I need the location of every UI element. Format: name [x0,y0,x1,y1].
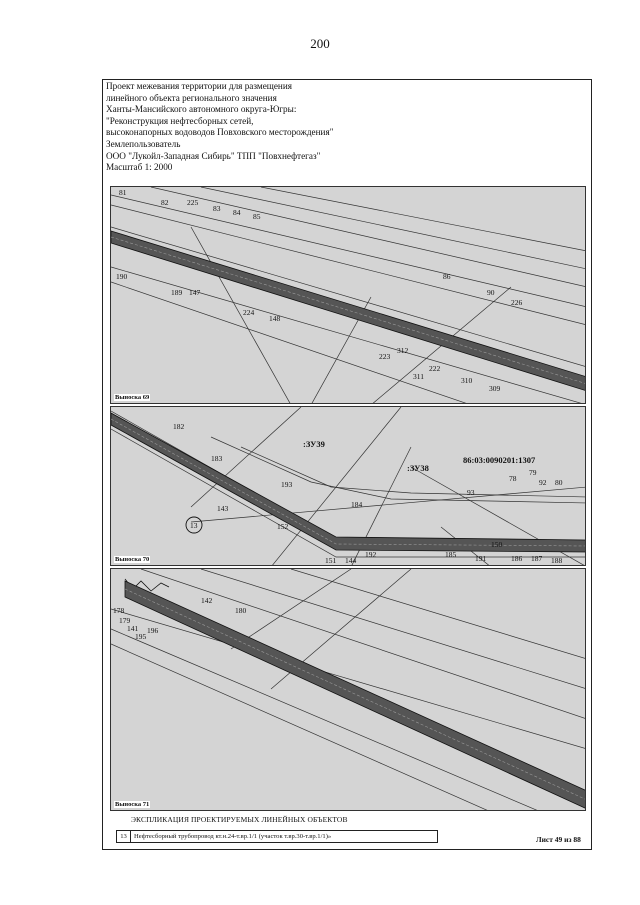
point-label: 86 [443,272,451,281]
point-label: 223 [379,352,391,361]
parcel-label: :ЗУ38 [407,463,429,473]
point-label: 179 [119,616,131,625]
map-panel-70 [110,406,586,566]
point-label: 180 [235,606,247,615]
explication-row [116,830,438,843]
land-user-name: ООО "Лукойл-Западная Сибирь" ТПП "Повхнефтегаз" [106,150,321,161]
object-description: Нефтесборный трубопровод кт.н.24-т.вр.1/1 (участок т.вр.30-т.вр.1/1)» [134,833,332,840]
callout-label: Выноска 69 [115,394,150,401]
point-label: 85 [253,212,261,221]
map-drawing-69 [111,187,586,404]
point-label: 150 [491,540,503,549]
point-label: 224 [243,308,255,317]
point-label: 79 [529,468,537,477]
point-label: 147 [189,288,201,297]
point-label: 222 [429,364,441,373]
point-label: 193 [281,480,293,489]
title-line: Ханты-Мансийского автономного округа-Югры: [106,104,297,115]
point-label: 81 [119,188,127,197]
point-label: 83 [213,204,221,213]
page-number: 200 [310,36,330,51]
point-label: 151 [325,556,337,565]
point-label: 184 [351,500,363,509]
point-label: 144 [345,556,357,565]
point-label: 191 [475,554,487,563]
point-label: 82 [161,198,169,207]
map-panel-71 [110,568,586,811]
point-label: 142 [201,596,213,605]
point-label: 189 [171,288,183,297]
title-line: линейного объекта регионального значения [106,92,277,103]
point-label: 311 [413,372,424,381]
point-label: 84 [233,208,241,217]
land-user-label: Землепользователь [106,138,181,149]
explication-title: ЭКСПЛИКАЦИЯ ПРОЕКТИРУЕМЫХ ЛИНЕЙНЫХ ОБЪЕКТОВ [131,815,348,824]
point-label: 225 [187,198,199,207]
point-label: 187 [531,554,543,563]
point-label: 148 [269,314,281,323]
point-label: 141 [127,624,139,633]
object-number: 13 [117,831,131,842]
point-label: 183 [211,454,223,463]
point-label: 90 [487,288,495,297]
point-label: 92 [539,478,547,487]
cadastral-number: 86:03:0090201:1307 [463,455,536,465]
point-label: 190 [116,272,128,281]
point-label: 312 [397,346,409,355]
point-label: 309 [489,384,501,393]
title-block [106,81,526,174]
callout-label: Выноска 71 [115,801,150,808]
point-label: 185 [445,550,457,559]
point-label: 195 [135,632,147,641]
point-label: 80 [555,478,563,487]
point-label: 152 [277,522,289,531]
scale-label: Масштаб 1: 2000 [106,162,173,173]
title-line: высоконапорных водоводов Повховского месторождения" [106,127,334,138]
point-label: 178 [113,606,125,615]
point-label: 186 [511,554,523,563]
point-label: 93 [467,488,475,497]
map-panel-69 [110,186,586,404]
point-label: 78 [509,474,517,483]
callout-label: Выноска 70 [115,556,150,563]
sheet-number: Лист 49 из 88 [536,835,581,844]
point-label: 226 [511,298,523,307]
map-drawing-71 [111,569,586,811]
title-line: Проект межевания территории для размещения [106,81,292,91]
parcel-label: :ЗУ39 [303,439,325,449]
point-label: 143 [217,504,229,513]
point-label: 192 [365,550,377,559]
point-label: 182 [173,422,185,431]
point-label: 188 [551,556,563,565]
title-line: "Реконструкция нефтесборных сетей, [106,115,254,126]
point-label: 196 [147,626,159,635]
map-drawing-70 [111,407,586,566]
point-label: 13 [190,521,198,530]
point-label: 310 [461,376,473,385]
